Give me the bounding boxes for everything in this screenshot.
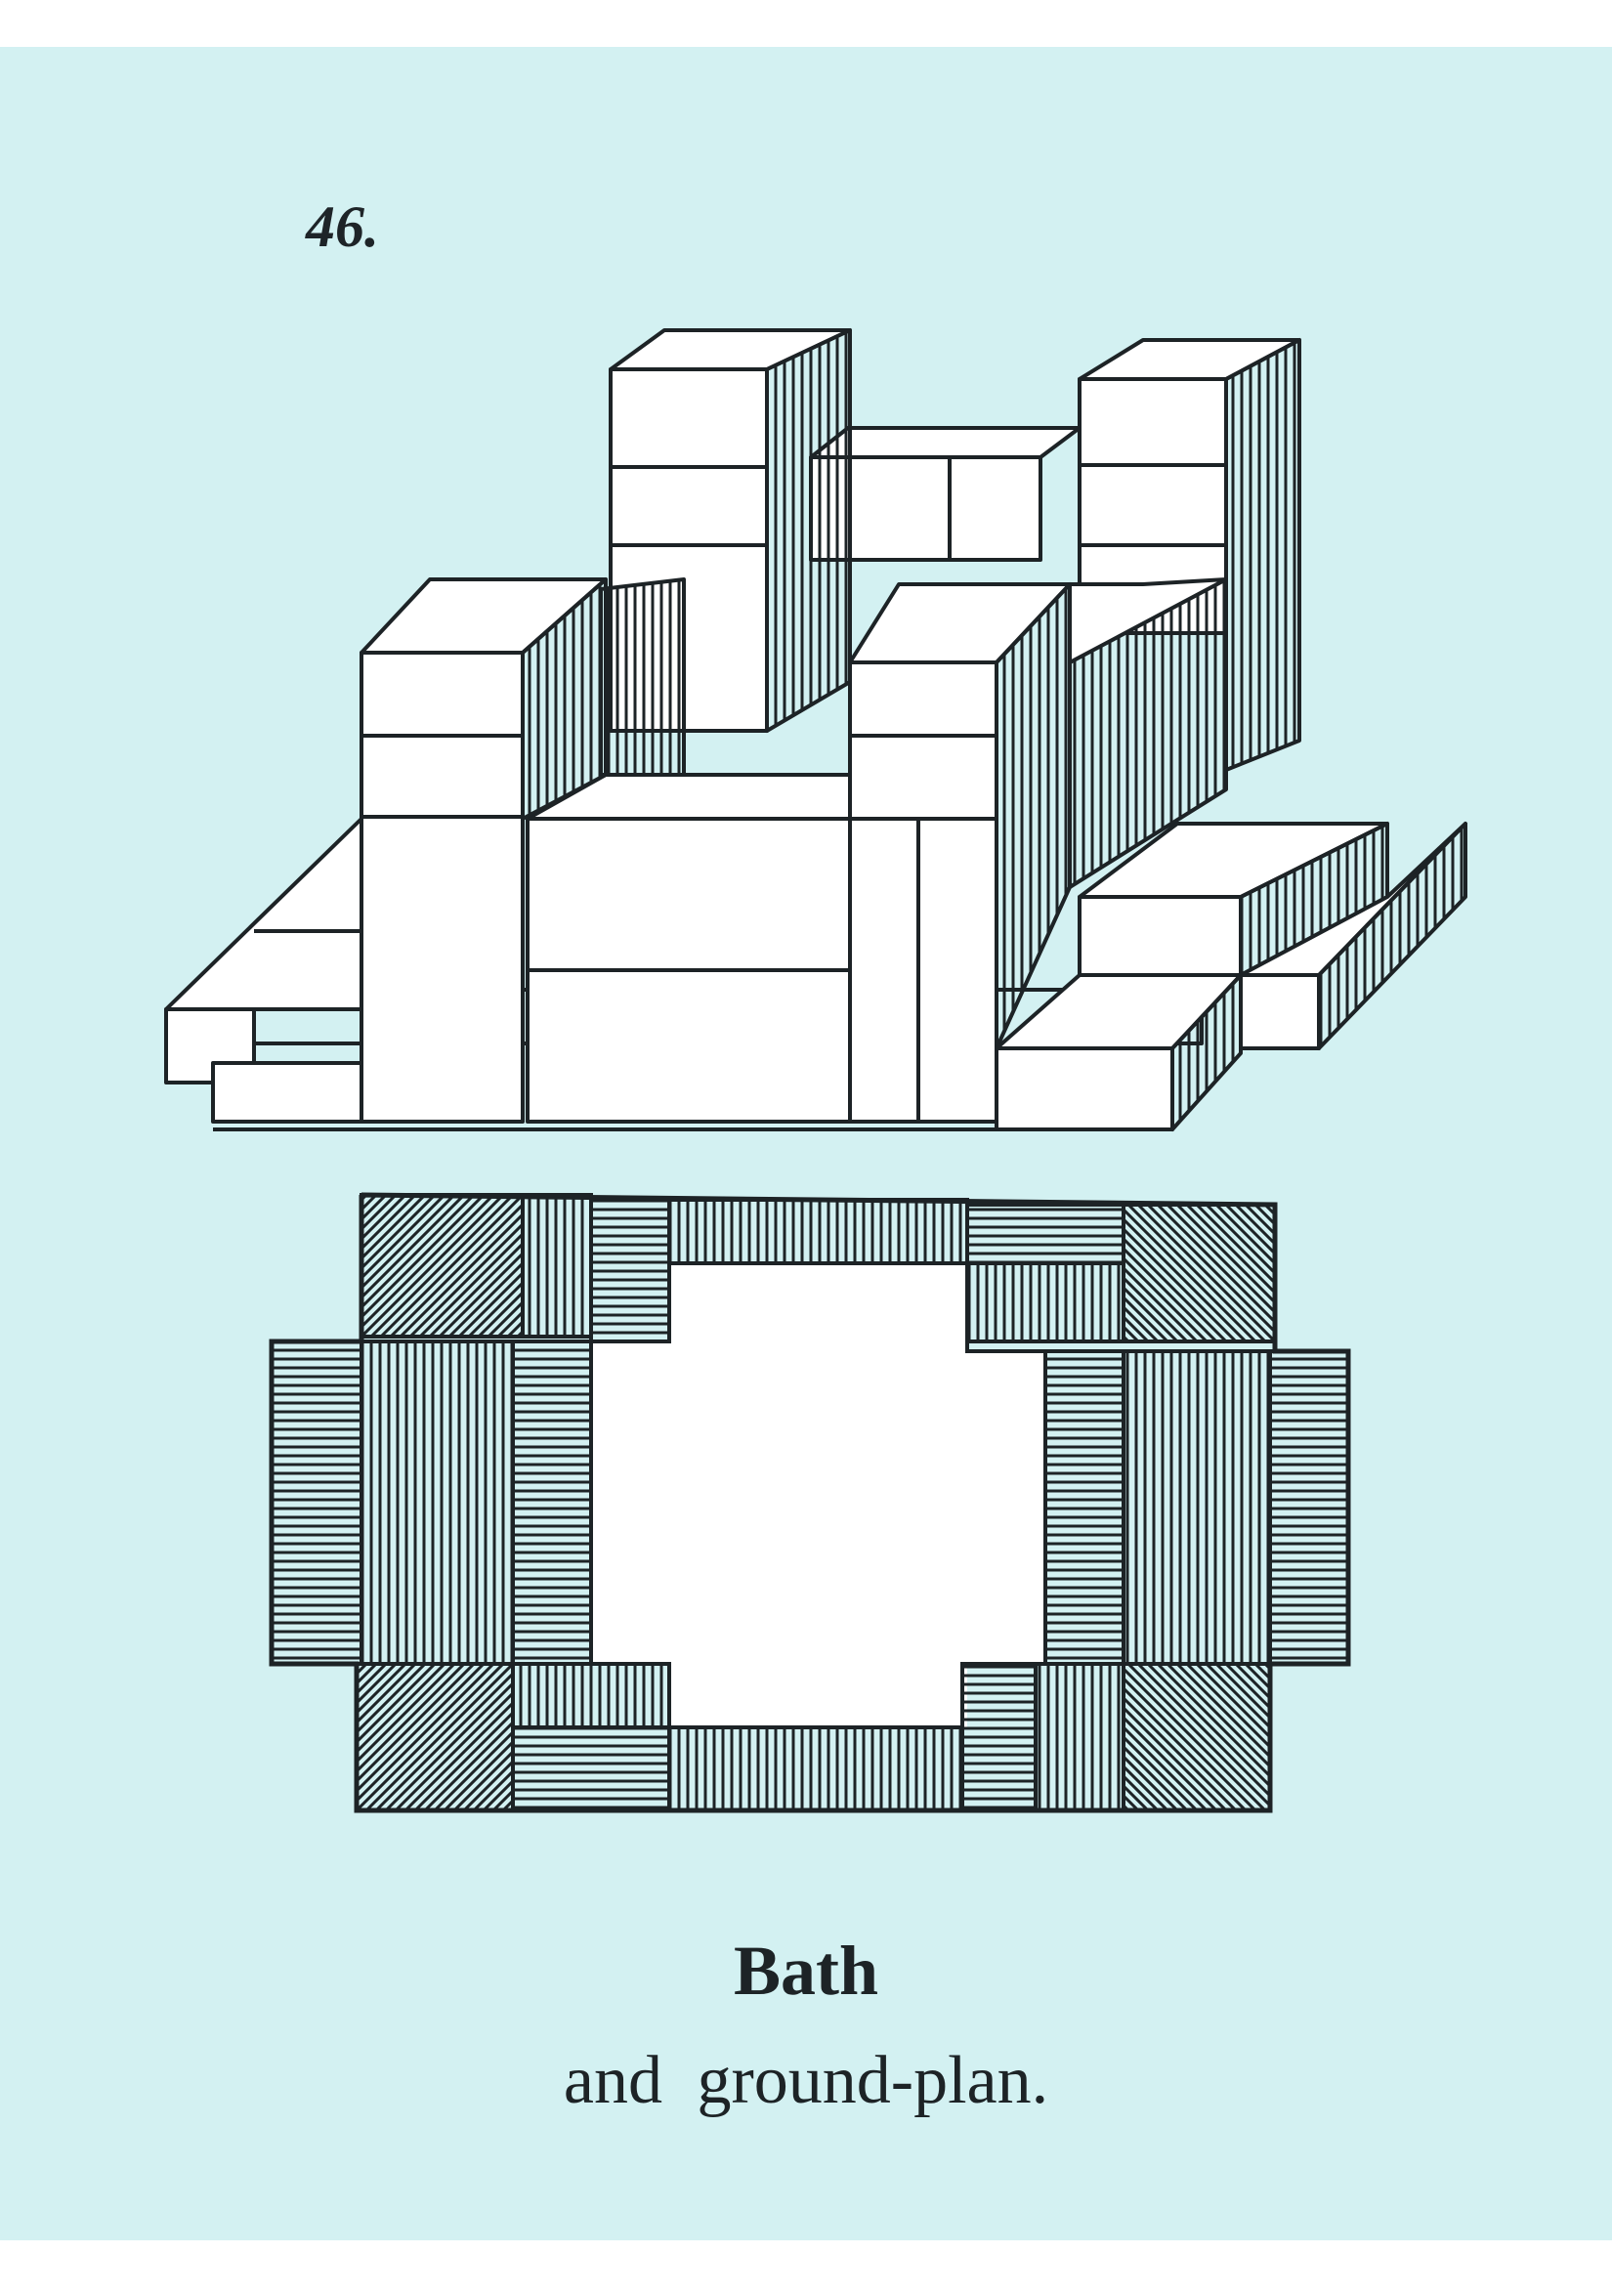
page-sheet (0, 47, 1612, 2240)
ground-plan-view (272, 1195, 1348, 1810)
caption-subtitle: and ground-plan. (563, 2043, 1049, 2118)
caption-title: Bath (733, 1932, 879, 2010)
figure-number: 46. (306, 194, 379, 259)
isometric-bath-view (166, 330, 1465, 1129)
figure-illustration (0, 47, 1612, 2240)
